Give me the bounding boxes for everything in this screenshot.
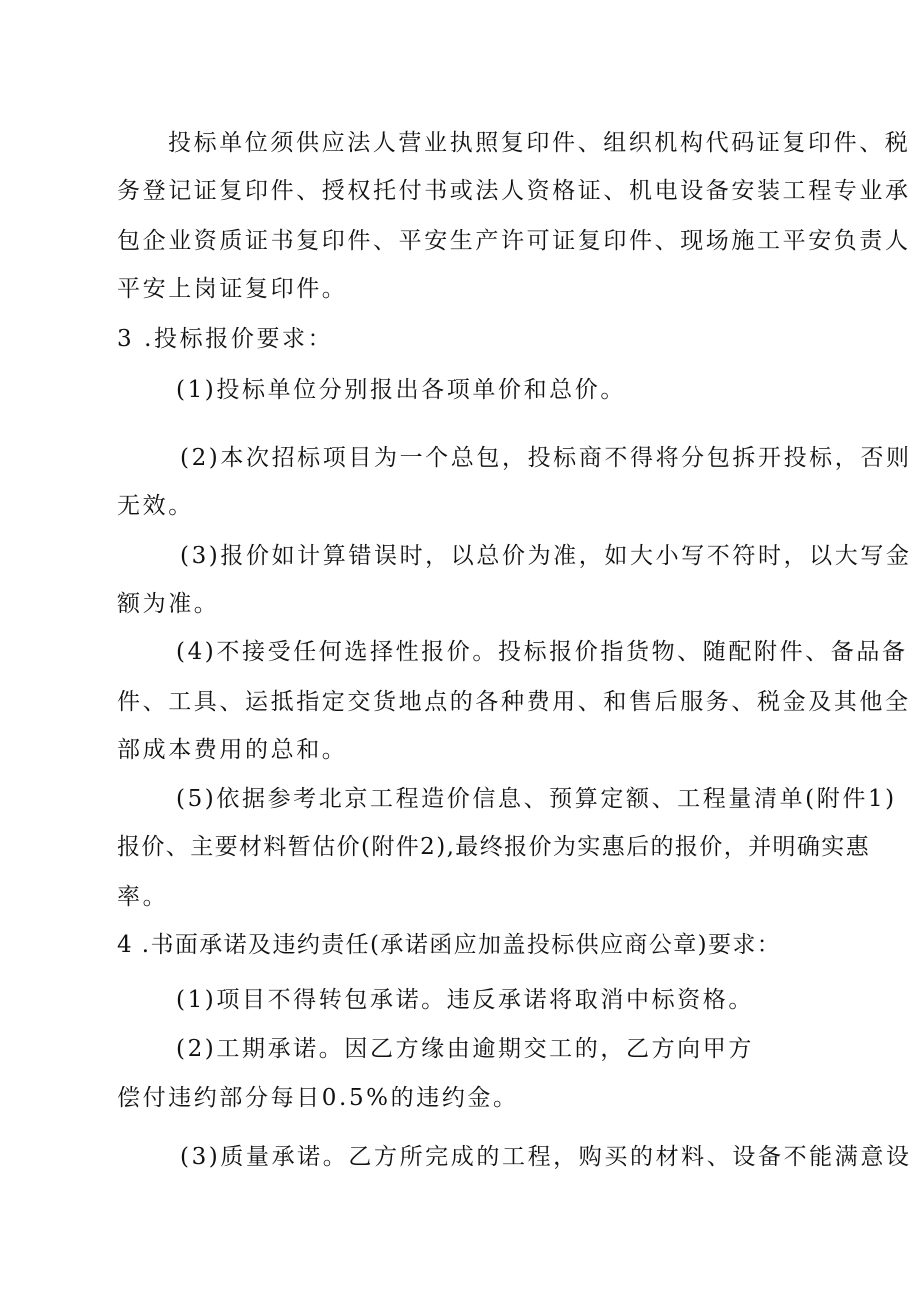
list-item-line: 偿付违约部分每日0.5%的违约金。 [117,1085,519,1111]
paragraph-line: 务登记证复印件、授权托付书或法人资格证、机电设备安装工程专业承 [117,178,911,204]
section-heading: 4 .书面承诺及违约责任(承诺函应加盖投标供应商公章)要求： [117,932,782,958]
list-item-line: (1)项目不得转包承诺。违反承诺将取消中标资格。 [176,987,754,1013]
list-item-line: 部成本费用的总和。 [117,737,348,763]
paragraph-line: 包企业资质证书复印件、平安生产许可证复印件、现场施工平安负责人 [117,228,911,254]
list-item-line: (2)工期承诺。因乙方缘由逾期交工的，乙方向甲方 [176,1036,754,1062]
section-heading: 3 .投标报价要求： [117,326,334,352]
paragraph-line: 投标单位须供应法人营业执照复印件、组织机构代码证复印件、税 [168,130,911,156]
list-item-line: 额为准。 [117,591,220,617]
paragraph-line: 平安上岗证复印件。 [117,276,348,302]
list-item-line: (4)不接受任何选择性报价。投标报价指货物、随配附件、备品备 [176,639,908,665]
list-item-line: (3)质量承诺。乙方所完成的工程，购买的材料、设备不能满意设 [180,1144,912,1170]
list-item-line: (2)本次招标项目为一个总包，投标商不得将分包拆开投标，否则 [180,445,912,471]
list-item-line: 率。 [117,884,169,910]
list-item-line: (5)依据参考北京工程造价信息、预算定额、工程量清单(附件1) [176,786,897,812]
list-item-line: (3)报价如计算错误时，以总价为准，如大小写不符时，以大写金 [180,543,912,569]
list-item-line: 件、工具、运抵指定交货地点的各种费用、和售后服务、税金及其他全 [117,689,911,715]
list-item-line: (1)投标单位分别报出各项单价和总价。 [176,377,626,403]
list-item-line: 报价、主要材料暂估价(附件2),最终报价为实惠后的报价，并明确实惠 [117,834,871,860]
list-item-line: 无效。 [117,493,194,519]
